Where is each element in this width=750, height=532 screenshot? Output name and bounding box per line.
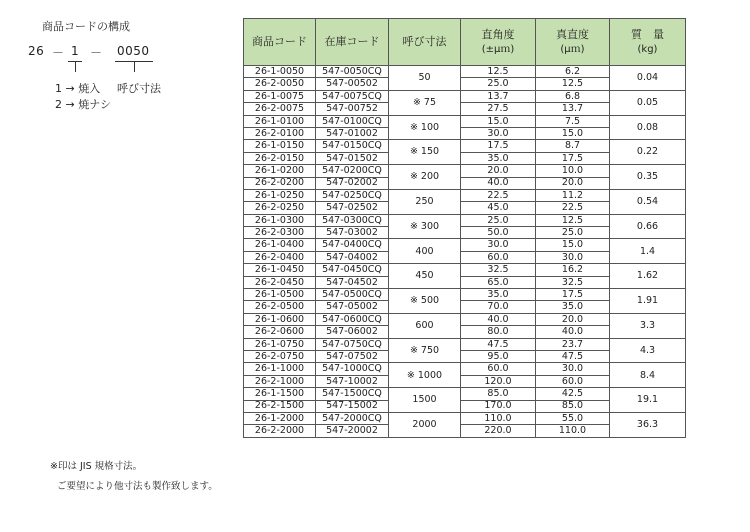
product-code-cell: 26-1-0200 [244, 165, 316, 177]
squareness-cell: 220.0 [461, 425, 536, 437]
product-code-cell: 26-1-0100 [244, 115, 316, 127]
nominal-size-cell: ※ 75 [389, 90, 461, 115]
straightness-cell: 42.5 [536, 388, 610, 400]
code-dash: － [90, 46, 103, 60]
nominal-size-cell: ※ 100 [389, 115, 461, 140]
product-code-cell: 26-1-0250 [244, 189, 316, 201]
nominal-size-cell: ※ 500 [389, 289, 461, 314]
straightness-cell: 32.5 [536, 276, 610, 288]
header-squareness-unit: (±μｍ) [481, 43, 515, 55]
straightness-cell: 47.5 [536, 350, 610, 362]
product-code-cell: 26-1-0400 [244, 239, 316, 251]
treatment-pointer-line [75, 62, 76, 72]
weight-cell: 1.91 [610, 289, 686, 314]
table-row [244, 363, 686, 375]
straightness-cell: 60.0 [536, 375, 610, 387]
stock-code-cell: 547-2000CQ [316, 412, 389, 424]
table-row [244, 313, 686, 325]
product-code-cell: 26-2-0500 [244, 301, 316, 313]
table-row [244, 214, 686, 226]
product-code-cell: 26-2-2000 [244, 425, 316, 437]
stock-code-cell: 547-01002 [316, 127, 389, 139]
nominal-size-cell: 400 [389, 239, 461, 264]
stock-code-cell: 547-05002 [316, 301, 389, 313]
squareness-cell: 50.0 [461, 227, 536, 239]
straightness-cell: 85.0 [536, 400, 610, 412]
stock-code-cell: 547-0050CQ [316, 66, 389, 78]
squareness-cell: 17.5 [461, 140, 536, 152]
straightness-cell: 12.5 [536, 78, 610, 90]
straightness-cell: 15.0 [536, 239, 610, 251]
table-row [244, 264, 686, 276]
product-code-cell: 26-2-0450 [244, 276, 316, 288]
product-code-cell: 26-1-0500 [244, 289, 316, 301]
product-code-cell: 26-2-0300 [244, 227, 316, 239]
stock-code-cell: 547-0250CQ [316, 189, 389, 201]
squareness-cell: 22.5 [461, 189, 536, 201]
legend-nominal-size: 呼び寸法 [117, 82, 161, 95]
straightness-cell: 20.0 [536, 177, 610, 189]
product-code-cell: 26-1-0600 [244, 313, 316, 325]
table-row [244, 412, 686, 424]
table-header-row [244, 19, 686, 66]
squareness-cell: 35.0 [461, 289, 536, 301]
product-code-cell: 26-1-2000 [244, 412, 316, 424]
size-pointer-line [134, 62, 135, 72]
straightness-cell: 30.0 [536, 251, 610, 263]
header-straightness-label: 真直度 [556, 28, 589, 42]
product-code-cell: 26-2-0600 [244, 326, 316, 338]
product-code-cell: 26-2-0750 [244, 350, 316, 362]
stock-code-cell: 547-00502 [316, 78, 389, 90]
spec-table [243, 18, 686, 438]
table-row [244, 165, 686, 177]
squareness-cell: 95.0 [461, 350, 536, 362]
product-code-cell: 26-2-0075 [244, 103, 316, 115]
weight-cell: 0.22 [610, 140, 686, 165]
straightness-cell: 15.0 [536, 127, 610, 139]
code-size-digits: 0050 [117, 44, 150, 58]
squareness-cell: 40.0 [461, 177, 536, 189]
stock-code-cell: 547-0200CQ [316, 165, 389, 177]
nominal-size-cell: 1500 [389, 388, 461, 413]
straightness-cell: 10.0 [536, 165, 610, 177]
straightness-cell: 110.0 [536, 425, 610, 437]
squareness-cell: 60.0 [461, 363, 536, 375]
nominal-size-cell: ※ 300 [389, 214, 461, 239]
squareness-cell: 120.0 [461, 375, 536, 387]
header-straightness-unit: (μｍ) [560, 43, 585, 55]
straightness-cell: 12.5 [536, 214, 610, 226]
header-weight-unit: (kg) [637, 43, 658, 55]
weight-cell: 0.08 [610, 115, 686, 140]
code-prefix: 26 [28, 44, 45, 58]
table-row [244, 140, 686, 152]
product-code-cell: 26-1-0300 [244, 214, 316, 226]
product-code-cell: 26-1-0750 [244, 338, 316, 350]
table-row [244, 115, 686, 127]
nominal-size-cell: ※ 750 [389, 338, 461, 363]
straightness-cell: 35.0 [536, 301, 610, 313]
stock-code-cell: 547-0075CQ [316, 90, 389, 102]
stock-code-cell: 547-0600CQ [316, 313, 389, 325]
jis-note: ※印は JIS 規格寸法。 [50, 461, 143, 472]
product-code-cell: 26-2-0250 [244, 202, 316, 214]
weight-cell: 1.4 [610, 239, 686, 264]
stock-code-cell: 547-02502 [316, 202, 389, 214]
squareness-cell: 47.5 [461, 338, 536, 350]
nominal-size-cell: ※ 200 [389, 165, 461, 190]
header-squareness-label: 直角度 [481, 28, 515, 42]
stock-code-cell: 547-04502 [316, 276, 389, 288]
nominal-size-cell: 600 [389, 313, 461, 338]
squareness-cell: 25.0 [461, 214, 536, 226]
squareness-cell: 20.0 [461, 165, 536, 177]
header-weight [610, 19, 686, 66]
weight-cell: 0.35 [610, 165, 686, 190]
stock-code-cell: 547-0500CQ [316, 289, 389, 301]
product-code-cell: 26-2-1500 [244, 400, 316, 412]
product-code-cell: 26-1-0050 [244, 66, 316, 78]
product-code-cell: 26-2-0050 [244, 78, 316, 90]
squareness-cell: 65.0 [461, 276, 536, 288]
custom-size-note: ご要望により他寸法も製作致します。 [57, 481, 218, 492]
product-code-cell: 26-2-0150 [244, 152, 316, 164]
table-row [244, 388, 686, 400]
straightness-cell: 20.0 [536, 313, 610, 325]
squareness-cell: 25.0 [461, 78, 536, 90]
stock-code-cell: 547-1500CQ [316, 388, 389, 400]
nominal-size-cell: ※ 150 [389, 140, 461, 165]
code-dash: － [52, 46, 65, 60]
squareness-cell: 60.0 [461, 251, 536, 263]
stock-code-cell: 547-20002 [316, 425, 389, 437]
squareness-cell: 30.0 [461, 127, 536, 139]
straightness-cell: 55.0 [536, 412, 610, 424]
nominal-size-cell: 50 [389, 66, 461, 91]
squareness-cell: 13.7 [461, 90, 536, 102]
squareness-cell: 35.0 [461, 152, 536, 164]
squareness-cell: 70.0 [461, 301, 536, 313]
squareness-cell: 110.0 [461, 412, 536, 424]
nominal-size-cell: 450 [389, 264, 461, 289]
product-code-cell: 26-2-0100 [244, 127, 316, 139]
stock-code-cell: 547-04002 [316, 251, 389, 263]
weight-cell: 8.4 [610, 363, 686, 388]
nominal-size-cell: 250 [389, 189, 461, 214]
stock-code-cell: 547-0100CQ [316, 115, 389, 127]
straightness-cell: 30.0 [536, 363, 610, 375]
code-structure-title: 商品コードの構成 [42, 20, 130, 33]
squareness-cell: 15.0 [461, 115, 536, 127]
squareness-cell: 85.0 [461, 388, 536, 400]
table-row [244, 239, 686, 251]
weight-cell: 3.3 [610, 313, 686, 338]
stock-code-cell: 547-0750CQ [316, 338, 389, 350]
weight-cell: 0.66 [610, 214, 686, 239]
weight-cell: 0.05 [610, 90, 686, 115]
product-code-cell: 26-2-0400 [244, 251, 316, 263]
table-row [244, 90, 686, 102]
straightness-cell: 6.2 [536, 66, 610, 78]
header-straightness [536, 19, 610, 66]
stock-code-cell: 547-0150CQ [316, 140, 389, 152]
stock-code-cell: 547-0450CQ [316, 264, 389, 276]
stock-code-cell: 547-10002 [316, 375, 389, 387]
straightness-cell: 6.8 [536, 90, 610, 102]
squareness-cell: 80.0 [461, 326, 536, 338]
straightness-cell: 22.5 [536, 202, 610, 214]
stock-code-cell: 547-0400CQ [316, 239, 389, 251]
header-weight-label: 質 量 [631, 28, 664, 42]
straightness-cell: 23.7 [536, 338, 610, 350]
squareness-cell: 12.5 [461, 66, 536, 78]
squareness-cell: 40.0 [461, 313, 536, 325]
weight-cell: 0.54 [610, 189, 686, 214]
squareness-cell: 45.0 [461, 202, 536, 214]
table-body [244, 66, 686, 438]
header-squareness [461, 19, 536, 66]
squareness-cell: 27.5 [461, 103, 536, 115]
straightness-cell: 17.5 [536, 152, 610, 164]
weight-cell: 36.3 [610, 412, 686, 437]
weight-cell: 19.1 [610, 388, 686, 413]
product-code-cell: 26-1-1500 [244, 388, 316, 400]
table-row [244, 289, 686, 301]
stock-code-cell: 547-06002 [316, 326, 389, 338]
legend-unhardened: 2 → 焼ナシ [55, 98, 111, 111]
stock-code-cell: 547-01502 [316, 152, 389, 164]
table-row [244, 189, 686, 201]
weight-cell: 4.3 [610, 338, 686, 363]
straightness-cell: 13.7 [536, 103, 610, 115]
straightness-cell: 7.5 [536, 115, 610, 127]
stock-code-cell: 547-02002 [316, 177, 389, 189]
weight-cell: 0.04 [610, 66, 686, 91]
product-code-cell: 26-2-0200 [244, 177, 316, 189]
weight-cell: 1.62 [610, 264, 686, 289]
legend-hardened: 1 → 焼入 [55, 82, 101, 95]
nominal-size-cell: ※ 1000 [389, 363, 461, 388]
straightness-cell: 17.5 [536, 289, 610, 301]
header-nominal-size: 呼び寸法 [389, 19, 461, 66]
stock-code-cell: 547-03002 [316, 227, 389, 239]
product-code-cell: 26-1-0450 [244, 264, 316, 276]
squareness-cell: 30.0 [461, 239, 536, 251]
product-code-cell: 26-1-0075 [244, 90, 316, 102]
code-treatment-digit: 1 [71, 44, 80, 58]
stock-code-cell: 547-1000CQ [316, 363, 389, 375]
header-stock-code: 在庫コード [316, 19, 389, 66]
stock-code-cell: 547-07502 [316, 350, 389, 362]
squareness-cell: 170.0 [461, 400, 536, 412]
table-row [244, 338, 686, 350]
stock-code-cell: 547-00752 [316, 103, 389, 115]
straightness-cell: 8.7 [536, 140, 610, 152]
straightness-cell: 40.0 [536, 326, 610, 338]
product-code-cell: 26-1-0150 [244, 140, 316, 152]
stock-code-cell: 547-15002 [316, 400, 389, 412]
table-row [244, 66, 686, 78]
squareness-cell: 32.5 [461, 264, 536, 276]
nominal-size-cell: 2000 [389, 412, 461, 437]
straightness-cell: 25.0 [536, 227, 610, 239]
product-code-cell: 26-1-1000 [244, 363, 316, 375]
straightness-cell: 16.2 [536, 264, 610, 276]
header-product-code: 商品コード [244, 19, 316, 66]
stock-code-cell: 547-0300CQ [316, 214, 389, 226]
straightness-cell: 11.2 [536, 189, 610, 201]
product-code-cell: 26-2-1000 [244, 375, 316, 387]
